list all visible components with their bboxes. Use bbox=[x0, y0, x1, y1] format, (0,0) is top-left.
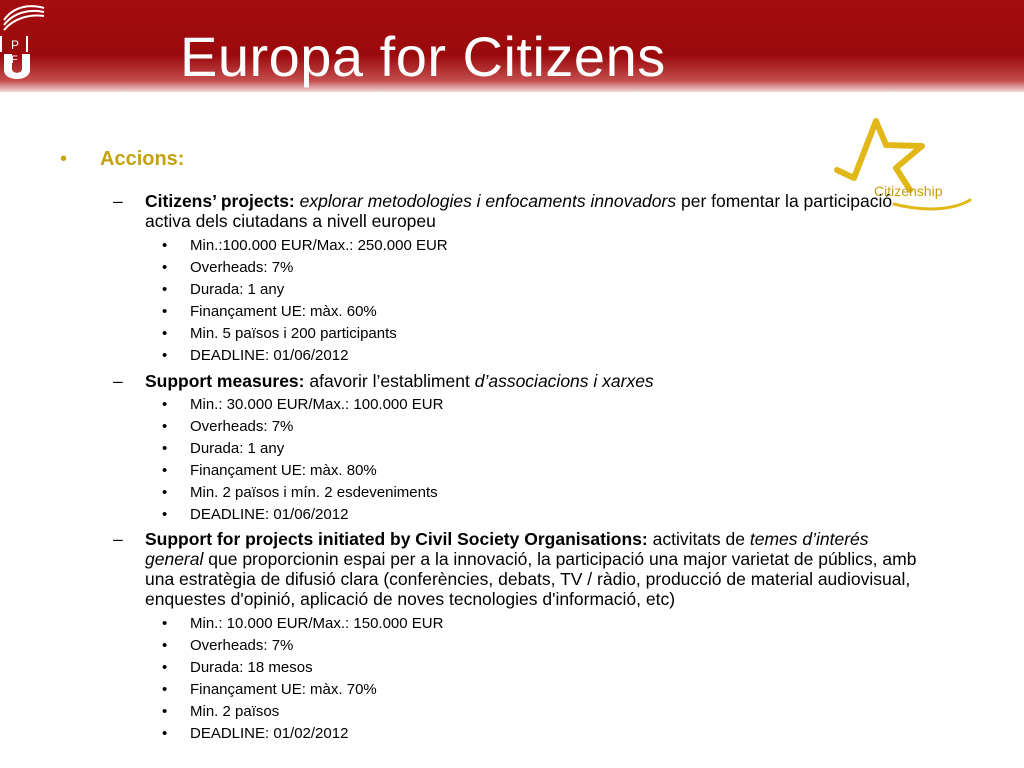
sub-item: • DEADLINE: 01/06/2012 bbox=[162, 347, 349, 364]
sub-item: • Min. 2 països i mín. 2 esdeveniments bbox=[162, 484, 438, 501]
item-desc-italic: explorar metodologies i enfocaments innovadors bbox=[299, 191, 677, 211]
sub-item-text: Min. 2 països i mín. 2 esdeveniments bbox=[190, 484, 438, 501]
sub-item: • Finançament UE: màx. 60% bbox=[162, 303, 377, 320]
sub-item-text: Overheads: 7% bbox=[190, 418, 294, 435]
sub-item-text: Durada: 1 any bbox=[190, 440, 285, 457]
sub-item: • Min. 2 països bbox=[162, 703, 280, 720]
sub-item-text: Min. 2 països bbox=[190, 703, 280, 720]
sub-item-text: DEADLINE: 01/06/2012 bbox=[190, 506, 349, 523]
sub-item: • DEADLINE: 01/06/2012 bbox=[162, 506, 349, 523]
sub-item-text: Overheads: 7% bbox=[190, 637, 294, 654]
sub-item-text: Min.: 10.000 EUR/Max.: 150.000 EUR bbox=[190, 615, 444, 632]
sub-item: • Overheads: 7% bbox=[162, 259, 294, 276]
item-text bbox=[145, 371, 930, 391]
sub-item: • DEADLINE: 01/02/2012 bbox=[162, 725, 349, 742]
sub-item: • Overheads: 7% bbox=[162, 418, 294, 435]
sub-item: • Min.:100.000 EUR/Max.: 250.000 EUR bbox=[162, 237, 448, 254]
sub-item: • Overheads: 7% bbox=[162, 637, 294, 654]
item-desc-rest: per fomentar la participació activa dels ciutadans a nivell europeu bbox=[145, 191, 893, 231]
sub-item-text: DEADLINE: 01/02/2012 bbox=[190, 725, 349, 742]
sub-item: • Min. 5 països i 200 participants bbox=[162, 325, 397, 342]
sub-item: • Durada: 1 any bbox=[162, 440, 285, 457]
sub-item-text: Finançament UE: màx. 80% bbox=[190, 462, 377, 479]
sub-item: • Durada: 1 any bbox=[162, 281, 285, 298]
sub-item-text: Overheads: 7% bbox=[190, 259, 294, 276]
sub-item-text: Finançament UE: màx. 60% bbox=[190, 303, 377, 320]
item-dash: – bbox=[113, 529, 123, 549]
sub-item: • Finançament UE: màx. 70% bbox=[162, 681, 377, 698]
sub-item: • Min.: 10.000 EUR/Max.: 150.000 EUR bbox=[162, 615, 444, 632]
item-title: Citizens’ projects: bbox=[145, 191, 295, 211]
sub-item-text: Min.: 30.000 EUR/Max.: 100.000 EUR bbox=[190, 396, 444, 413]
sub-item-text: Durada: 18 mesos bbox=[190, 659, 313, 676]
item-text bbox=[145, 529, 930, 609]
item-desc-plain: afavorir l’establiment bbox=[309, 371, 470, 391]
item-dash: – bbox=[113, 371, 123, 391]
section-bullet: • bbox=[60, 148, 68, 170]
page-title: Europa for Citizens bbox=[180, 25, 666, 88]
sub-item-text: Durada: 1 any bbox=[190, 281, 285, 298]
sub-item: • Durada: 18 mesos bbox=[162, 659, 313, 676]
sub-item-text: Min. 5 països i 200 participants bbox=[190, 325, 397, 342]
sub-item: • Finançament UE: màx. 80% bbox=[162, 462, 377, 479]
logo-letter-f: F bbox=[11, 54, 18, 66]
sub-item: • Min.: 30.000 EUR/Max.: 100.000 EUR bbox=[162, 396, 444, 413]
item-text bbox=[145, 191, 930, 231]
item-desc-rest: que proporcionin espai per a la innovació, la participació una major varietat de públics, amb una estratègia de difusió clara (conferències, debats, TV / ràdio, producció de material audiovisual, enquestes d'opinió, aplicació de noves tecnologies d'informació, etc) bbox=[145, 549, 917, 609]
sub-item-text: Finançament UE: màx. 70% bbox=[190, 681, 377, 698]
badge-label: Citizenship bbox=[874, 183, 943, 199]
item-desc-plain: activitats de bbox=[652, 529, 745, 549]
item-dash: – bbox=[113, 191, 123, 211]
item-desc-italic: temes d’interés general bbox=[145, 529, 869, 569]
sub-item-text: DEADLINE: 01/06/2012 bbox=[190, 347, 349, 364]
item-desc-italic: d’associacions i xarxes bbox=[474, 371, 654, 391]
item-title: Support measures: bbox=[145, 371, 305, 391]
item-title: Support for projects initiated by Civil Society Organisations: bbox=[145, 529, 648, 549]
logo-letter-p: P bbox=[11, 38, 20, 52]
section-heading bbox=[60, 148, 184, 171]
sub-item-text: Min.:100.000 EUR/Max.: 250.000 EUR bbox=[190, 237, 448, 254]
section-heading-text: Accions: bbox=[100, 148, 185, 170]
